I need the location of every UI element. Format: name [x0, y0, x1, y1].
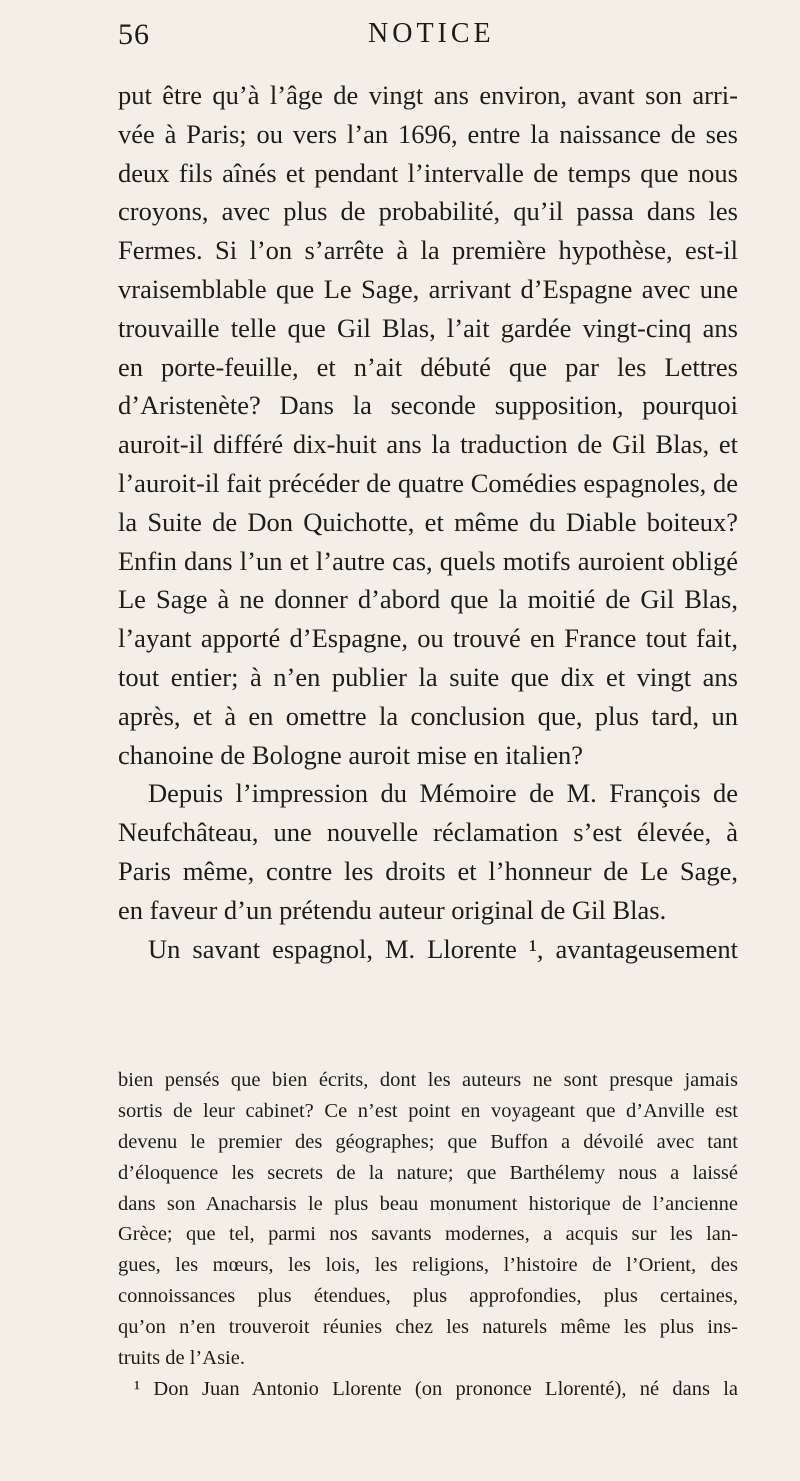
text-line: Un savant espagnol, M. Llorente ¹, avantageusement — [148, 933, 738, 964]
text-line: deux fils aînés et pendant l’intervalle de temps que nous — [118, 157, 738, 188]
running-title: NOTICE — [368, 18, 495, 49]
text-line: auroit-il différé dix-huit ans la traduction de Gil Blas, et — [118, 429, 738, 460]
text-line: trouvaille telle que Gil Blas, l’ait gardée vingt-cinq ans — [118, 312, 738, 343]
text-line: Le Sage à ne donner d’abord que la moitié de Gil Blas, — [118, 584, 738, 615]
page-header — [118, 18, 738, 58]
text-line: d’Aristenète? Dans la seconde supposition, pourquoi — [118, 390, 738, 421]
footnote-line: sortis de leur cabinet? Ce n’est point en voyageant que d’Anville est — [118, 1099, 738, 1122]
footnote-line: devenu le premier des géographes; que Buffon a dévoilé avec tant — [118, 1130, 738, 1153]
text-line: la Suite de Don Quichotte, et même du Diable boiteux? — [118, 506, 738, 537]
footnote-line: connoissances plus étendues, plus approfondies, plus certaines, — [118, 1285, 738, 1308]
text-line: tout entier; à n’en publier la suite que dix et vingt ans — [118, 661, 738, 692]
footnote-line: ¹ Don Juan Antonio Llorente (on prononce Llorenté), né dans la — [134, 1377, 738, 1400]
text-line: en faveur d’un prétendu auteur original de Gil Blas. — [118, 894, 667, 925]
main-text — [118, 76, 738, 968]
page-number: 56 — [118, 18, 150, 51]
text-line: l’ayant apporté d’Espagne, ou trouvé en France tout fait, — [118, 623, 738, 654]
text-line: l’auroit-il fait précéder de quatre Comédies espagnoles, de — [118, 467, 738, 498]
footnote-line: truits de l’Asie. — [118, 1347, 245, 1370]
footnote-line: bien pensés que bien écrits, dont les auteurs ne sont presque jamais — [118, 1069, 738, 1091]
text-line: après, et à en omettre la conclusion que, plus tard, un — [118, 700, 738, 731]
footnotes — [118, 1065, 738, 1405]
text-line: croyons, avec plus de probabilité, qu’il passa dans les — [118, 196, 738, 227]
footnote-line: d’éloquence les secrets de la nature; que Barthélemy nous a laissé — [118, 1161, 738, 1184]
text-line: Depuis l’impression du Mémoire de M. François de — [148, 778, 738, 809]
text-line: Fermes. Si l’on s’arrête à la première hypothèse, est-il — [118, 235, 738, 266]
text-line: vraisemblable que Le Sage, arrivant d’Espagne avec une — [118, 273, 738, 304]
footnote-line: gues, les mœurs, les lois, les religions, l’histoire de l’Orient, des — [118, 1254, 738, 1277]
text-line: Paris même, contre les droits et l’honneur de Le Sage, — [118, 855, 738, 886]
footnote-line: Grèce; que tel, parmi nos savants modernes, a acquis sur les lan- — [118, 1223, 738, 1246]
text-line: Neufchâteau, une nouvelle réclamation s’est élevée, à — [118, 817, 738, 848]
footnote-line: dans son Anacharsis le plus beau monument historique de l’ancienne — [118, 1192, 738, 1215]
text-line: en porte-feuille, et n’ait débuté que par les Lettres — [118, 351, 738, 382]
text-line: vée à Paris; ou vers l’an 1696, entre la naissance de ses — [118, 118, 738, 149]
footnote-line: qu’on n’en trouveroit réunies chez les naturels même les plus ins- — [118, 1316, 738, 1339]
text-line: chanoine de Bologne auroit mise en italien? — [118, 739, 584, 770]
text-line: put être qu’à l’âge de vingt ans environ, avant son arri- — [118, 80, 738, 110]
text-line: Enfin dans l’un et l’autre cas, quels motifs auroient obligé — [118, 545, 738, 576]
